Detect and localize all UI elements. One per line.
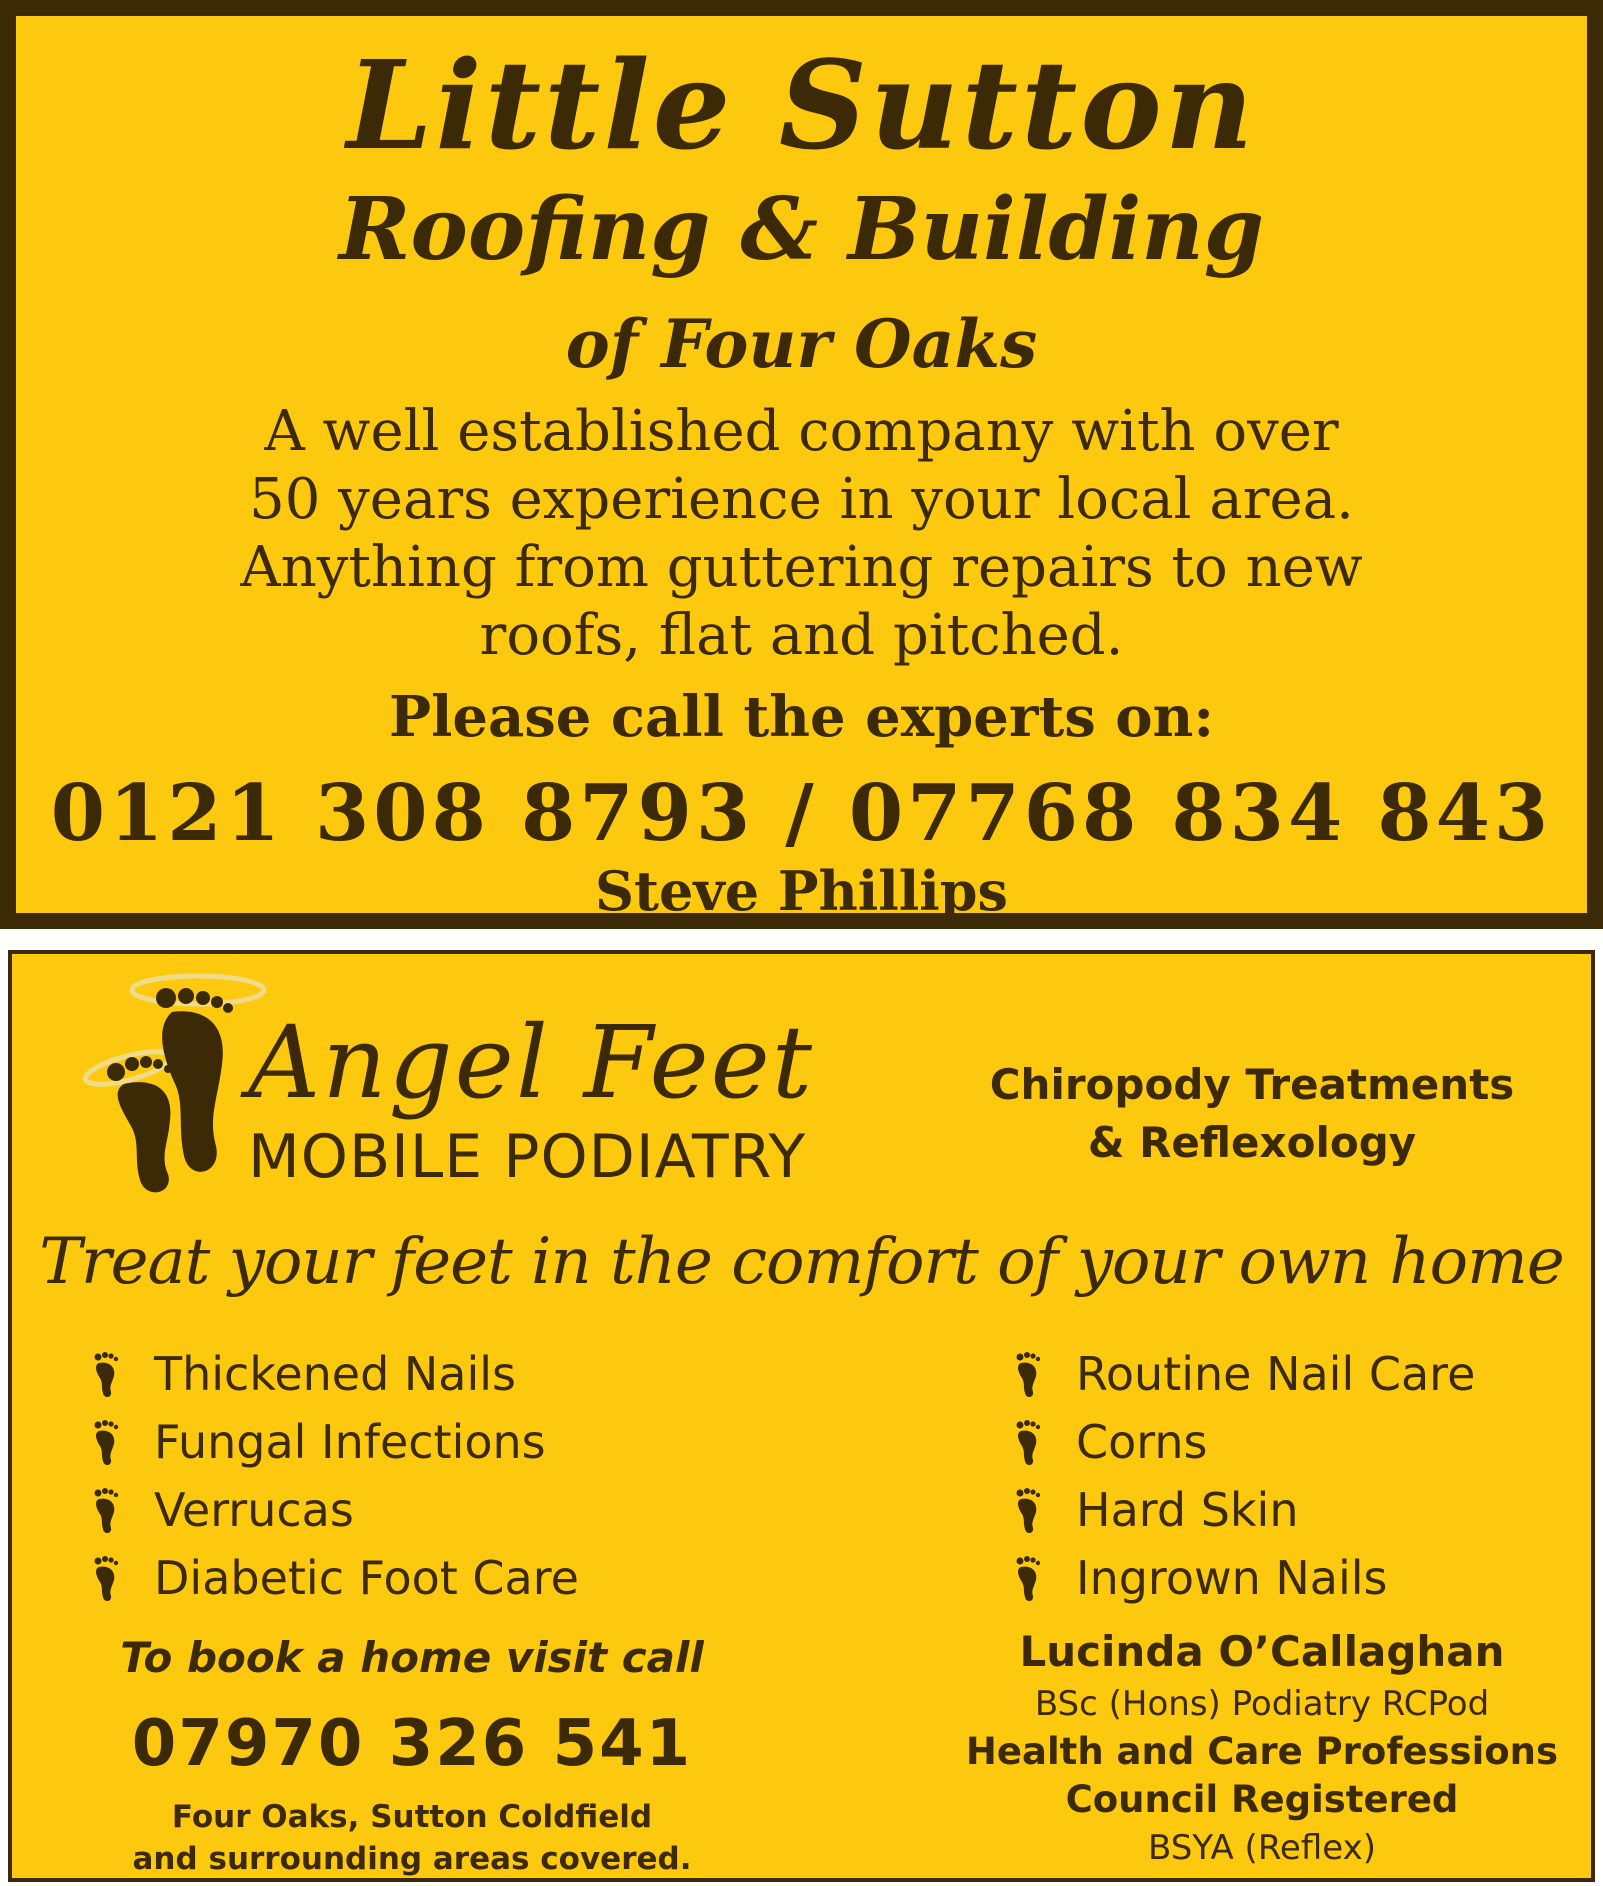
brand-subtitle: MOBILE PODIATRY	[248, 1122, 807, 1192]
service-label: Hard Skin	[1076, 1483, 1299, 1537]
list-item	[86, 1408, 579, 1476]
service-label: Ingrown Nails	[1076, 1551, 1388, 1605]
coverage-area-line: Four Oaks, Sutton Coldfield	[171, 1799, 653, 1835]
roofing-title: Little Sutton	[346, 33, 1257, 177]
services-heading	[942, 1056, 1562, 1172]
service-label: Routine Nail Care	[1076, 1347, 1476, 1401]
qualification: BSc (Hons) Podiatry RCPod	[1034, 1684, 1490, 1724]
registration-line: Health and Care Professions	[965, 1730, 1559, 1773]
footprint-icon	[1008, 1418, 1046, 1466]
services-heading-line: Chiropody Treatments	[989, 1060, 1515, 1109]
list-item	[86, 1340, 579, 1408]
services-heading-line: & Reflexology	[1087, 1118, 1417, 1167]
footprint-icon	[86, 1418, 124, 1466]
credentials-block	[942, 1624, 1582, 1872]
service-label: Thickened Nails	[154, 1347, 517, 1401]
footprint-icon	[1008, 1486, 1046, 1534]
footprint-icon	[86, 1486, 124, 1534]
services-list-left	[86, 1340, 579, 1612]
registration-line: Council Registered	[1065, 1778, 1459, 1821]
roofing-location: of Four Oaks	[565, 305, 1038, 383]
roofing-call-to-action: Please call the experts on:	[388, 684, 1214, 750]
list-item	[86, 1544, 579, 1612]
booking-label: To book a home visit call	[120, 1633, 704, 1682]
footprint-icon	[1008, 1554, 1046, 1602]
roofing-subtitle: Roofing & Building	[339, 179, 1264, 280]
roofing-phone-numbers: 0121 308 8793 / 07768 834 843	[50, 768, 1553, 859]
service-label: Diabetic Foot Care	[154, 1551, 579, 1605]
footprint-icon	[1008, 1350, 1046, 1398]
tagline: Treat your feet in the comfort of your own home	[39, 1225, 1564, 1299]
roofing-description	[16, 398, 1587, 670]
list-item	[1008, 1340, 1475, 1408]
membership: BSYA (Reflex)	[1148, 1828, 1376, 1868]
service-label: Verrucas	[154, 1483, 354, 1537]
brand-name: Angel Feet	[248, 1004, 815, 1121]
list-item	[1008, 1476, 1475, 1544]
coverage-area-line: and surrounding areas covered.	[132, 1841, 692, 1877]
footprint-icon	[86, 1350, 124, 1398]
roofing-description-line: roofs, flat and pitched.	[479, 603, 1124, 668]
list-item	[1008, 1408, 1475, 1476]
roofing-advert	[0, 0, 1603, 929]
list-item	[86, 1476, 579, 1544]
service-label: Corns	[1076, 1415, 1208, 1469]
roofing-description-line: A well established company with over	[264, 399, 1339, 464]
angel-feet-logo-icon	[80, 968, 270, 1198]
service-label: Fungal Infections	[154, 1415, 546, 1469]
booking-block	[42, 1630, 782, 1880]
podiatry-advert	[8, 950, 1595, 1882]
practitioner-name: Lucinda O’Callaghan	[1019, 1627, 1505, 1676]
roofing-contact-name: Steve Phillips	[595, 859, 1008, 923]
footprint-icon	[86, 1554, 124, 1602]
list-item	[1008, 1544, 1475, 1612]
services-list-right	[1008, 1340, 1475, 1612]
booking-phone: 07970 326 541	[131, 1707, 693, 1781]
roofing-description-line: Anything from guttering repairs to new	[240, 535, 1363, 600]
roofing-description-line: 50 years experience in your local area.	[249, 467, 1354, 532]
